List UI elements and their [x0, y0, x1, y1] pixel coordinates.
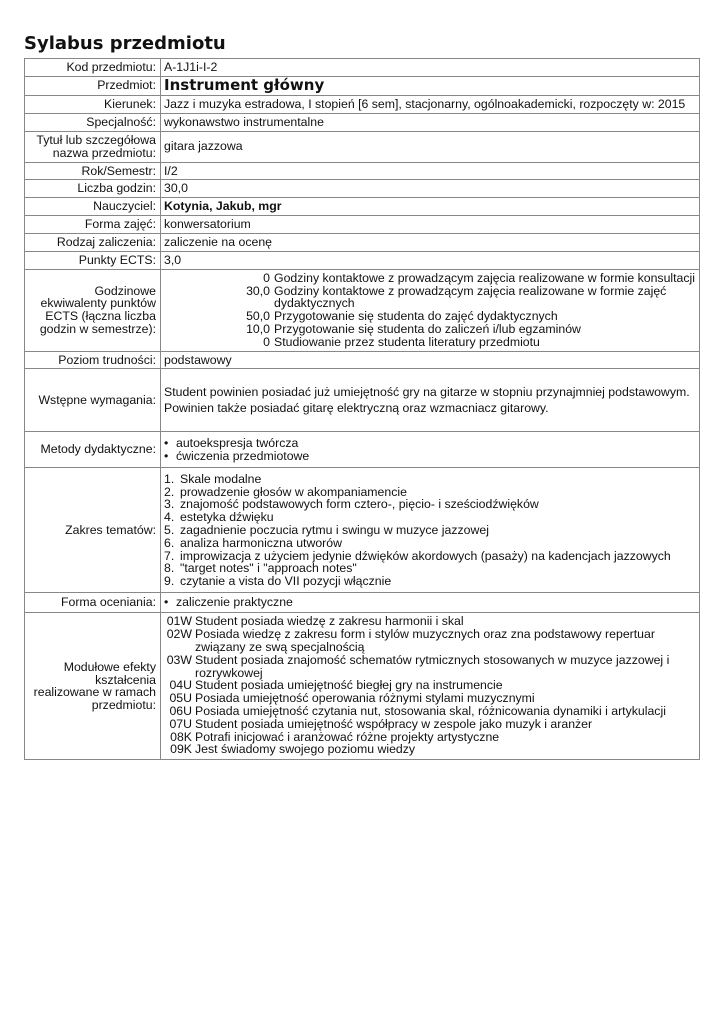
metody-value: [161, 432, 700, 468]
outcome-text: Jest świadomy swojego poziomu wiedzy: [195, 742, 416, 757]
ocenianie-label: Forma oceniania:: [25, 593, 161, 613]
hours-value: 0: [263, 334, 270, 349]
hours-list: [164, 272, 696, 349]
kierunek-text: Jazz i muzyka estradowa, I stopień [6 sem], stacjonarny, ogólnoakademicki, rozpoczęty w: 2015: [164, 96, 686, 111]
row-metody: [25, 432, 700, 468]
ects-label: Punkty ECTS:: [25, 251, 161, 269]
hours-value: 30,0: [246, 283, 270, 298]
forma-value: [161, 215, 700, 233]
ocenianie-list: [164, 596, 696, 609]
outcome-text: Posiada umiejętność czytania nut, stosowania skal, różnicowania dynamiki i artykulacji: [195, 703, 666, 718]
list-item: 8. "target notes" i "approach notes": [164, 561, 357, 576]
poziom-text: podstawowy: [164, 352, 232, 367]
list-item: • autoekspresja twórcza: [164, 436, 299, 451]
row-specjalnosc: [25, 113, 700, 131]
zakres-label: Zakres tematów:: [25, 468, 161, 593]
hours-description: Przygotowanie się studenta do zajęć dydaktycznych: [274, 309, 558, 324]
hours-description: Studiowanie przez studenta literatury przedmiotu: [274, 334, 540, 349]
list-item: 3. znajomość podstawowych form cztero-, pięcio- i sześciodźwięków: [164, 497, 539, 512]
requirement-1: Student powinien posiadać już umiejętność gry na gitarze w stopniu przynajmniej podstawowym.: [164, 384, 690, 399]
kierunek-label: Kierunek:: [25, 95, 161, 113]
wstepne-value: [161, 369, 700, 432]
przedmiot-label: Przedmiot:: [25, 76, 161, 95]
outcome-text: Student posiada umiejętność współpracy w zespole jako muzyk i aranżer: [195, 716, 593, 731]
outcome-code: 08K: [170, 729, 192, 744]
page-title: Sylabus przedmiotu: [24, 33, 226, 54]
row-godzinowe: [25, 269, 700, 351]
list-item: 1. Skale modalne: [164, 471, 262, 486]
list-item: • ćwiczenia przedmiotowe: [164, 448, 310, 463]
outcome-code: 02W: [166, 627, 192, 642]
outcome-code: 07U: [169, 716, 192, 731]
specjalnosc-text: wykonawstwo instrumentalne: [164, 114, 324, 129]
poziom-label: Poziom trudności:: [25, 351, 161, 369]
row-ocenianie: [25, 593, 700, 613]
hours-value: 10,0: [246, 321, 270, 336]
syllabus-table: [24, 58, 700, 760]
rodzaj-text: zaliczenie na ocenę: [164, 234, 273, 249]
liczba-text: 30,0: [164, 181, 188, 196]
kod-value: [161, 59, 700, 77]
row-rodzaj: [25, 233, 700, 251]
row-tytul: [25, 131, 700, 162]
forma-text: konwersatorium: [164, 217, 251, 232]
metody-list: [164, 437, 696, 463]
outcomes-list: [164, 615, 696, 756]
list-item: • zaliczenie praktyczne: [164, 595, 293, 610]
requirement-2: Powinien także posiadać gitarę elektryczną oraz wzmacniacz gitarowy.: [164, 401, 549, 416]
rok-label: Rok/Semestr:: [25, 162, 161, 180]
przedmiot-value: [161, 76, 700, 95]
row-efekty: [25, 613, 700, 760]
row-przedmiot: [25, 76, 700, 95]
specjalnosc-label: Specjalność:: [25, 113, 161, 131]
outcome-code: 01W: [166, 614, 192, 629]
kod-label: Kod przedmiotu:: [25, 59, 161, 77]
liczba-value: [161, 180, 700, 198]
list-item: 7. improwizacja z użyciem jedynie dźwięków akordowych (pasaży) na kadencjach jazzowych: [164, 548, 671, 563]
list-item: 2. prowadzenie głosów w akompaniamencie: [164, 484, 407, 499]
tytul-value: [161, 131, 700, 162]
specjalnosc-value: [161, 113, 700, 131]
metody-label: Metody dydaktyczne:: [25, 432, 161, 468]
wstepne-label: Wstępne wymagania:: [25, 369, 161, 432]
row-nauczyciel: [25, 198, 700, 216]
zakres-value: [161, 468, 700, 593]
row-rok: [25, 162, 700, 180]
poziom-value: [161, 351, 700, 369]
rodzaj-label: Rodzaj zaliczenia:: [25, 233, 161, 251]
kod-text: A-1J1i-I-2: [164, 60, 218, 74]
outcome-code: 09K: [170, 742, 192, 757]
efekty-value: [161, 613, 700, 760]
liczba-label: Liczba godzin:: [25, 180, 161, 198]
nauczyciel-text: Kotynia, Jakub, mgr: [164, 199, 282, 214]
list-item: 5. zagadnienie poczucia rytmu i swingu w muzyce jazzowej: [164, 522, 489, 537]
efekty-label: Modułowe efekty kształcenia realizowane w ramach przedmiotu:: [25, 613, 161, 760]
outcome-text: Student posiada umiejętność biegłej gry na instrumencie: [195, 678, 503, 693]
outcome-text: Posiada umiejętność operowania różnymi stylami muzycznymi: [195, 691, 535, 706]
nauczyciel-label: Nauczyciel:: [25, 198, 161, 216]
nauczyciel-value: [161, 198, 700, 216]
outcome-text: Student posiada znajomość schematów rytmicznych stosowanych w muzyce jazzowej i rozrywkowej: [195, 652, 670, 680]
list-item: 4. estetyka dźwięku: [164, 510, 274, 525]
rok-value: [161, 162, 700, 180]
row-kierunek: [25, 95, 700, 113]
row-ects: [25, 251, 700, 269]
hours-value: 0: [263, 270, 270, 285]
hours-value: 50,0: [246, 309, 270, 324]
row-poziom: [25, 351, 700, 369]
tytul-label: Tytuł lub szczegółowa nazwa przedmiotu:: [25, 131, 161, 162]
outcome-text: Potrafi inicjować i aranżować różne projekty artystyczne: [195, 729, 500, 744]
row-zakres: [25, 468, 700, 593]
list-item: 9. czytanie a vista do VII pozycji włącznie: [164, 574, 392, 589]
hours-description: Godziny kontaktowe z prowadzącym zajęcia realizowane w formie konsultacji: [274, 270, 696, 285]
row-forma: [25, 215, 700, 233]
hours-description: Godziny kontaktowe z prowadzącym zajęcia realizowane w formie zajęć dydaktycznych: [274, 283, 667, 311]
outcome-code: 03W: [166, 652, 192, 667]
godzinowe-label: Godzinowe ekwiwalenty punktów ECTS (łączna liczba godzin w semestrze):: [25, 269, 161, 351]
outcome-code: 05U: [169, 691, 192, 706]
row-wstepne: [25, 369, 700, 432]
ects-text: 3,0: [164, 252, 182, 267]
ects-value: [161, 251, 700, 269]
row-liczba: [25, 180, 700, 198]
godzinowe-value: [161, 269, 700, 351]
outcome-code: 06U: [169, 703, 192, 718]
kierunek-value: [161, 95, 700, 113]
ocenianie-value: [161, 593, 700, 613]
przedmiot-text: Instrument główny: [164, 75, 325, 94]
forma-label: Forma zajęć:: [25, 215, 161, 233]
list-item: 6. analiza harmoniczna utworów: [164, 535, 342, 550]
hours-description: Przygotowanie się studenta do zaliczeń i/lub egzaminów: [274, 321, 581, 336]
tytul-text: gitara jazzowa: [164, 139, 243, 154]
outcome-code: 04U: [169, 678, 192, 693]
rodzaj-value: [161, 233, 700, 251]
rok-text: I/2: [164, 163, 178, 178]
topics-list: [164, 473, 696, 588]
row-kod: [25, 59, 700, 77]
outcome-text: Posiada wiedzę z zakresu form i stylów muzycznych oraz zna podstawowy repertuar związany ze swą specjalnością: [195, 627, 655, 654]
outcome-text: Student posiada wiedzę z zakresu harmonii i skal: [195, 614, 464, 629]
